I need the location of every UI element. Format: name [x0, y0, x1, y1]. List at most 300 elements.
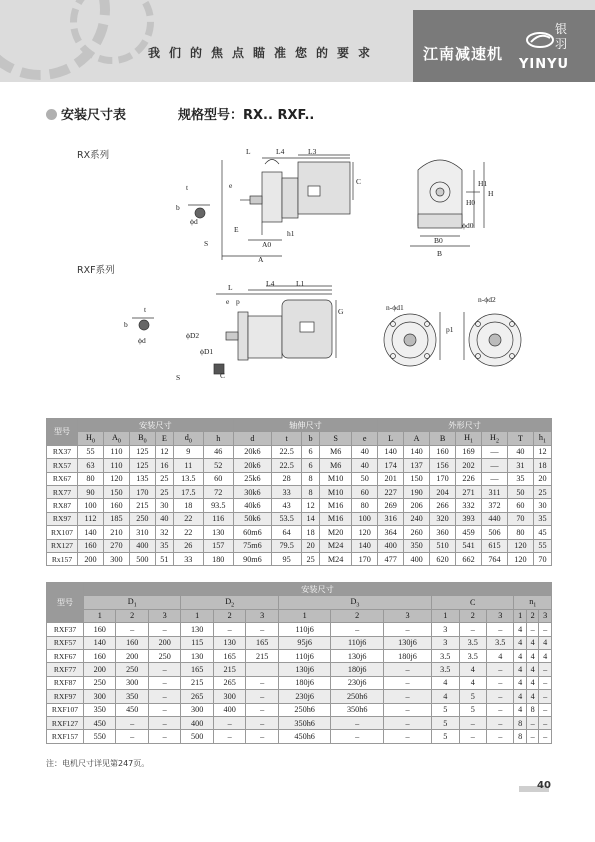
dim-H1-rx: H1 — [478, 179, 488, 188]
table2-subgroup-header: C — [432, 596, 514, 609]
table-cell: 53.5 — [272, 512, 302, 525]
dim-E-rx: E — [234, 225, 239, 234]
table2-col-header: 2 — [526, 609, 538, 622]
table-cell: 215 — [213, 663, 245, 676]
table-cell: 52 — [203, 459, 233, 472]
table-cell: 25 — [533, 485, 551, 498]
table-cell: 8 — [526, 703, 538, 716]
table-cell: 170 — [129, 485, 155, 498]
table-cell: – — [148, 663, 180, 676]
table-cell: 18 — [302, 526, 320, 539]
table-cell: 500 — [181, 730, 213, 743]
table-cell: 50 — [507, 485, 533, 498]
table-cell: 300 — [181, 703, 213, 716]
table-cell: 18 — [533, 459, 551, 472]
table2-subgroup-header: $D_1$ — [84, 596, 181, 609]
table-cell: 50k6 — [233, 512, 271, 525]
table-cell: 28 — [272, 472, 302, 485]
table-cell: 40 — [155, 512, 173, 525]
table1-col-header: T — [507, 432, 533, 445]
dim-B-rx: B — [437, 249, 443, 258]
table-cell: M20 — [320, 526, 352, 539]
table-cell: 4 — [432, 676, 459, 689]
model-cell: RX127 — [47, 539, 78, 552]
table-cell: 110j6 — [278, 623, 331, 636]
table-cell: 51 — [155, 552, 173, 565]
table-cell: – — [331, 730, 384, 743]
table-cell: 33 — [272, 485, 302, 498]
model-cell: Rx157 — [47, 552, 78, 565]
table-cell: – — [487, 663, 514, 676]
table-cell: 8 — [514, 730, 526, 743]
table-cell: – — [539, 716, 552, 729]
dim-b-rx: b — [176, 203, 180, 212]
table1-col-header: $H_1$ — [456, 432, 482, 445]
table-cell: 4 — [539, 636, 552, 649]
table-cell: 6 — [302, 459, 320, 472]
table2-col-header: 1 — [181, 609, 213, 622]
dim-d-rxf: ϕd — [138, 336, 146, 345]
table-cell: 26 — [173, 539, 203, 552]
table-cell: – — [487, 716, 514, 729]
table-row — [47, 499, 552, 512]
table-cell: 165 — [246, 636, 278, 649]
table-cell: M6 — [320, 445, 352, 458]
table-cell: 160 — [103, 499, 129, 512]
table-cell: – — [539, 703, 552, 716]
table-cell: – — [246, 690, 278, 703]
table-cell: 115 — [181, 636, 213, 649]
table-cell: 510 — [430, 539, 456, 552]
table-cell: 6 — [302, 445, 320, 458]
table-cell: 25 — [155, 485, 173, 498]
table-cell: 165 — [213, 649, 245, 662]
dim-L4-rxf: L4 — [266, 279, 275, 288]
table-cell: 4 — [526, 649, 538, 662]
table-cell: – — [213, 623, 245, 636]
table-cell: 120 — [507, 539, 533, 552]
table-cell: 95j6 — [278, 636, 331, 649]
model-cell: RXF57 — [47, 636, 84, 649]
table-cell: 3.5 — [432, 663, 459, 676]
table2-col-header: 3 — [487, 609, 514, 622]
dimension-drawings — [0, 0, 595, 400]
table-cell: 4 — [514, 690, 526, 703]
table-cell: 11 — [173, 459, 203, 472]
table-cell: 190 — [404, 485, 430, 498]
table-cell: 180j6 — [383, 649, 431, 662]
table-cell: – — [383, 623, 431, 636]
model-cell: RXF97 — [47, 690, 84, 703]
table1-col-header: $h_1$ — [533, 432, 551, 445]
model-cell: RXF67 — [47, 649, 84, 662]
table-cell: 200 — [116, 649, 148, 662]
table-cell: 201 — [378, 472, 404, 485]
table-cell: 3.5 — [432, 649, 459, 662]
table1-col-header: $H_2$ — [482, 432, 508, 445]
model-cell: RX37 — [47, 445, 78, 458]
table1-col-header: A — [404, 432, 430, 445]
table-cell: 4 — [459, 663, 486, 676]
table-cell: – — [487, 676, 514, 689]
model-cell: RXF107 — [47, 703, 84, 716]
table-cell: – — [526, 623, 538, 636]
table-cell: 393 — [456, 512, 482, 525]
table1-col-header: $H_0$ — [78, 432, 104, 445]
model-cell: RXF127 — [47, 716, 84, 729]
dim-H-rx: H — [488, 189, 494, 198]
table-cell: 137 — [404, 459, 430, 472]
table-cell: – — [148, 730, 180, 743]
dim-nd1-rxf: n-ϕd1 — [386, 303, 404, 312]
table-cell: – — [148, 690, 180, 703]
table-cell: – — [487, 730, 514, 743]
table-cell: 20k6 — [233, 445, 271, 458]
table1-corner: 型号 — [47, 419, 78, 446]
table-cell: 320 — [430, 512, 456, 525]
table-cell: 12 — [302, 499, 320, 512]
table-cell: 240 — [404, 512, 430, 525]
table-cell: 75m6 — [233, 539, 271, 552]
table-cell: 662 — [456, 552, 482, 565]
table-cell: 140 — [378, 445, 404, 458]
table-cell: 5 — [432, 716, 459, 729]
table-cell: 550 — [84, 730, 116, 743]
table-cell: 14 — [302, 512, 320, 525]
table-cell: 250h6 — [331, 690, 384, 703]
table1-col-header: $d_0$ — [173, 432, 203, 445]
table-cell: 8 — [302, 485, 320, 498]
table-cell: 350 — [404, 539, 430, 552]
table-cell: 226 — [456, 472, 482, 485]
table-row — [47, 703, 552, 716]
table-cell: 22.5 — [272, 445, 302, 458]
model-cell: RX107 — [47, 526, 78, 539]
table-cell: 300 — [213, 690, 245, 703]
brand-name: 江南减速机 — [423, 45, 504, 63]
table2-subgroup-header: $D_3$ — [278, 596, 431, 609]
rxf-series-label: RXF系列 — [77, 265, 115, 276]
rx-dimension-table — [46, 418, 552, 566]
table-cell: 4 — [514, 623, 526, 636]
model-cell: RXF157 — [47, 730, 84, 743]
table-cell: 4 — [514, 649, 526, 662]
table-cell: 500 — [129, 552, 155, 565]
table-cell: 300 — [84, 690, 116, 703]
table-row — [47, 636, 552, 649]
table1-group-mounting: 安装尺寸 — [78, 419, 234, 432]
table-cell: 265 — [213, 676, 245, 689]
table-cell: 200 — [78, 552, 104, 565]
header-slogan: 我们的焦点瞄准您的要求 — [148, 46, 380, 60]
table-cell: 202 — [456, 459, 482, 472]
table-row — [47, 552, 552, 565]
table-cell: 8 — [514, 716, 526, 729]
table-cell: 311 — [482, 485, 508, 498]
table-cell: 50 — [352, 472, 378, 485]
table-cell: 63 — [78, 459, 104, 472]
table-cell: 140 — [404, 445, 430, 458]
table1-col-header: $B_0$ — [129, 432, 155, 445]
table-cell: – — [246, 623, 278, 636]
table-cell: 160 — [84, 649, 116, 662]
table1-col-header: e — [352, 432, 378, 445]
table-cell: 90m6 — [233, 552, 271, 565]
table2-col-header: 2 — [331, 609, 384, 622]
dim-L-rxf: L — [228, 283, 233, 292]
table-cell: 4 — [526, 690, 538, 703]
dim-H0-rx: H0 — [466, 198, 476, 207]
table-cell: 25 — [302, 552, 320, 565]
dim-C-rx: C — [356, 177, 362, 186]
table-cell: 210 — [103, 526, 129, 539]
table1-column-headers — [47, 432, 552, 445]
table-cell: 40k6 — [233, 499, 271, 512]
table-cell: 25k6 — [233, 472, 271, 485]
table-cell: 46 — [203, 445, 233, 458]
footnote: 注：电机尺寸详见第247页。 — [46, 759, 150, 768]
table2-col-header: 1 — [432, 609, 459, 622]
table-cell: 43 — [272, 499, 302, 512]
table-cell: 110 — [103, 445, 129, 458]
table-cell: 300 — [116, 676, 148, 689]
table-cell: – — [148, 716, 180, 729]
table-cell: 12 — [533, 445, 551, 458]
table-cell: 64 — [272, 526, 302, 539]
table-cell: 25 — [155, 472, 173, 485]
table-cell: – — [539, 663, 552, 676]
table-cell: 3.5 — [459, 649, 486, 662]
table-cell: 60 — [352, 485, 378, 498]
table-cell: – — [116, 623, 148, 636]
dim-L3-rx: L3 — [308, 147, 317, 156]
table2-subgroup-header: $n_1$ — [514, 596, 552, 609]
table-cell: 4 — [459, 676, 486, 689]
table-cell: – — [246, 730, 278, 743]
dim-nd2-rxf: n-ϕd2 — [478, 295, 496, 304]
table-cell: 310 — [129, 526, 155, 539]
table-row — [47, 472, 552, 485]
table-cell: – — [383, 663, 431, 676]
table-cell: 35 — [507, 472, 533, 485]
table2-subgroup-header: $D_2$ — [181, 596, 278, 609]
table-cell: – — [383, 730, 431, 743]
table-cell: 250 — [84, 676, 116, 689]
table-cell: – — [383, 716, 431, 729]
dim-t-rxf: t — [144, 305, 147, 314]
table-cell: 541 — [456, 539, 482, 552]
table-cell: 130 — [181, 623, 213, 636]
table-cell: 400 — [181, 716, 213, 729]
table-cell: – — [459, 716, 486, 729]
table-cell: 79.5 — [272, 539, 302, 552]
table-cell: 5 — [432, 730, 459, 743]
table-row — [47, 649, 552, 662]
table-cell: 30 — [155, 499, 173, 512]
table-row — [47, 690, 552, 703]
dim-A0-rx: A0 — [262, 240, 272, 249]
table-cell: 120 — [507, 552, 533, 565]
table-cell: M16 — [320, 499, 352, 512]
table-cell: 160 — [430, 445, 456, 458]
table-cell: 316 — [378, 512, 404, 525]
dim-e-rxf: e — [226, 297, 230, 306]
table-row — [47, 512, 552, 525]
table-cell: 20 — [302, 539, 320, 552]
table-cell: M16 — [320, 512, 352, 525]
table2-col-header: 1 — [84, 609, 116, 622]
table1-col-header: b — [302, 432, 320, 445]
table-cell: — — [482, 445, 508, 458]
dim-p1-rxf: p1 — [446, 325, 454, 334]
table-cell: 60m6 — [233, 526, 271, 539]
table-cell: 615 — [482, 539, 508, 552]
dim-L-rx: L — [246, 147, 251, 156]
rxf-dimension-table — [46, 582, 552, 744]
table-cell: – — [539, 676, 552, 689]
model-label: 规格型号：RX.. RXF.. — [178, 108, 315, 123]
dim-S-rxf: S — [176, 373, 181, 382]
table-cell: 40 — [507, 445, 533, 458]
table-cell: — — [482, 459, 508, 472]
table-cell: M10 — [320, 485, 352, 498]
logo-chinese-text: 银羽 — [555, 22, 568, 51]
table1-col-header: t — [272, 432, 302, 445]
table-cell: 80 — [78, 472, 104, 485]
table-cell: 140 — [352, 539, 378, 552]
table-cell: 72 — [203, 485, 233, 498]
table-cell — [246, 663, 278, 676]
table-cell: – — [383, 690, 431, 703]
table-cell: 215 — [181, 676, 213, 689]
table2-col-header: 3 — [246, 609, 278, 622]
table-cell: 372 — [482, 499, 508, 512]
table-cell: 70 — [533, 552, 551, 565]
dim-G-rxf: G — [338, 307, 344, 316]
dim-d0-rx: ϕd0 — [462, 221, 474, 230]
table2-corner: 型号 — [47, 583, 84, 623]
table-cell: 32 — [155, 526, 173, 539]
table-cell: 35 — [533, 512, 551, 525]
table-cell: 4 — [539, 649, 552, 662]
table2-group: 安装尺寸 — [84, 583, 552, 596]
table-cell: – — [539, 730, 552, 743]
table-cell: – — [487, 623, 514, 636]
model-cell: RX57 — [47, 459, 78, 472]
table-cell: 270 — [103, 539, 129, 552]
table-cell: 55 — [533, 539, 551, 552]
dim-p-rxf: p — [236, 297, 240, 306]
table-cell: 440 — [482, 512, 508, 525]
table2-col-header: 1 — [514, 609, 526, 622]
section-title-text: 安装尺寸表 — [61, 108, 127, 123]
table1-body — [47, 445, 552, 566]
table1-col-header: L — [378, 432, 404, 445]
table-cell: 30 — [533, 499, 551, 512]
table-cell: 360 — [430, 526, 456, 539]
dim-C-rxf: C — [220, 371, 226, 380]
table-cell: 200 — [148, 636, 180, 649]
table-cell: 110j6 — [331, 636, 384, 649]
table2-col-header: 3 — [383, 609, 431, 622]
table2-col-header: 3 — [148, 609, 180, 622]
table2-subgroup-headers — [47, 596, 552, 609]
table-row — [47, 526, 552, 539]
dim-B0-rx: B0 — [434, 236, 443, 245]
table1-col-header: $A_0$ — [103, 432, 129, 445]
table-cell: 60 — [507, 499, 533, 512]
table-cell: 31 — [507, 459, 533, 472]
table-cell: 350h6 — [278, 716, 331, 729]
table-cell: 400 — [378, 539, 404, 552]
table-cell: 250 — [148, 649, 180, 662]
table-row — [47, 663, 552, 676]
table-cell: 110j6 — [278, 649, 331, 662]
table-cell: 5 — [459, 690, 486, 703]
table-cell: 506 — [482, 526, 508, 539]
table2-col-header: 1 — [278, 609, 331, 622]
table-cell: – — [213, 730, 245, 743]
table-cell: 170 — [352, 552, 378, 565]
table-cell: 265 — [181, 690, 213, 703]
table1-col-header: h — [203, 432, 233, 445]
table-cell: 20k6 — [233, 459, 271, 472]
table-row — [47, 459, 552, 472]
table-cell: 3 — [432, 623, 459, 636]
table-cell: 120 — [103, 472, 129, 485]
table-cell: 165 — [181, 663, 213, 676]
table-cell: 620 — [430, 552, 456, 565]
table-cell: 130 — [213, 636, 245, 649]
table-cell: 260 — [404, 526, 430, 539]
model-cell: RX87 — [47, 499, 78, 512]
dim-L1-rxf: L1 — [296, 279, 305, 288]
table-cell: 116 — [203, 512, 233, 525]
table-cell: 112 — [78, 512, 104, 525]
table-cell: 200 — [84, 663, 116, 676]
table-cell: 250h6 — [278, 703, 331, 716]
table-cell: 80 — [352, 499, 378, 512]
table-cell: 174 — [378, 459, 404, 472]
table-cell: 140 — [84, 636, 116, 649]
table-cell: – — [331, 623, 384, 636]
dim-A-rx: A — [258, 255, 264, 264]
table-cell: 300 — [103, 552, 129, 565]
table-cell: 230j6 — [278, 690, 331, 703]
table-cell: 364 — [378, 526, 404, 539]
table-cell: M24 — [320, 539, 352, 552]
table-cell: – — [383, 703, 431, 716]
table-cell: 35 — [155, 539, 173, 552]
table-cell: 266 — [430, 499, 456, 512]
table-cell: 206 — [404, 499, 430, 512]
table-cell: – — [246, 703, 278, 716]
table-cell: 60 — [203, 472, 233, 485]
table-cell: 30k6 — [233, 485, 271, 498]
table-cell: – — [246, 716, 278, 729]
table-cell: – — [539, 623, 552, 636]
table1-col-header: E — [155, 432, 173, 445]
table1-group-outline: 外形尺寸 — [378, 419, 552, 432]
table-cell: 170 — [430, 472, 456, 485]
table-cell: 250 — [116, 663, 148, 676]
table-cell: 204 — [430, 485, 456, 498]
table-cell: 110 — [103, 459, 129, 472]
table2-col-header: 2 — [213, 609, 245, 622]
dim-b-rxf: b — [124, 320, 128, 329]
table-cell: 100 — [352, 512, 378, 525]
table-cell: M6 — [320, 459, 352, 472]
